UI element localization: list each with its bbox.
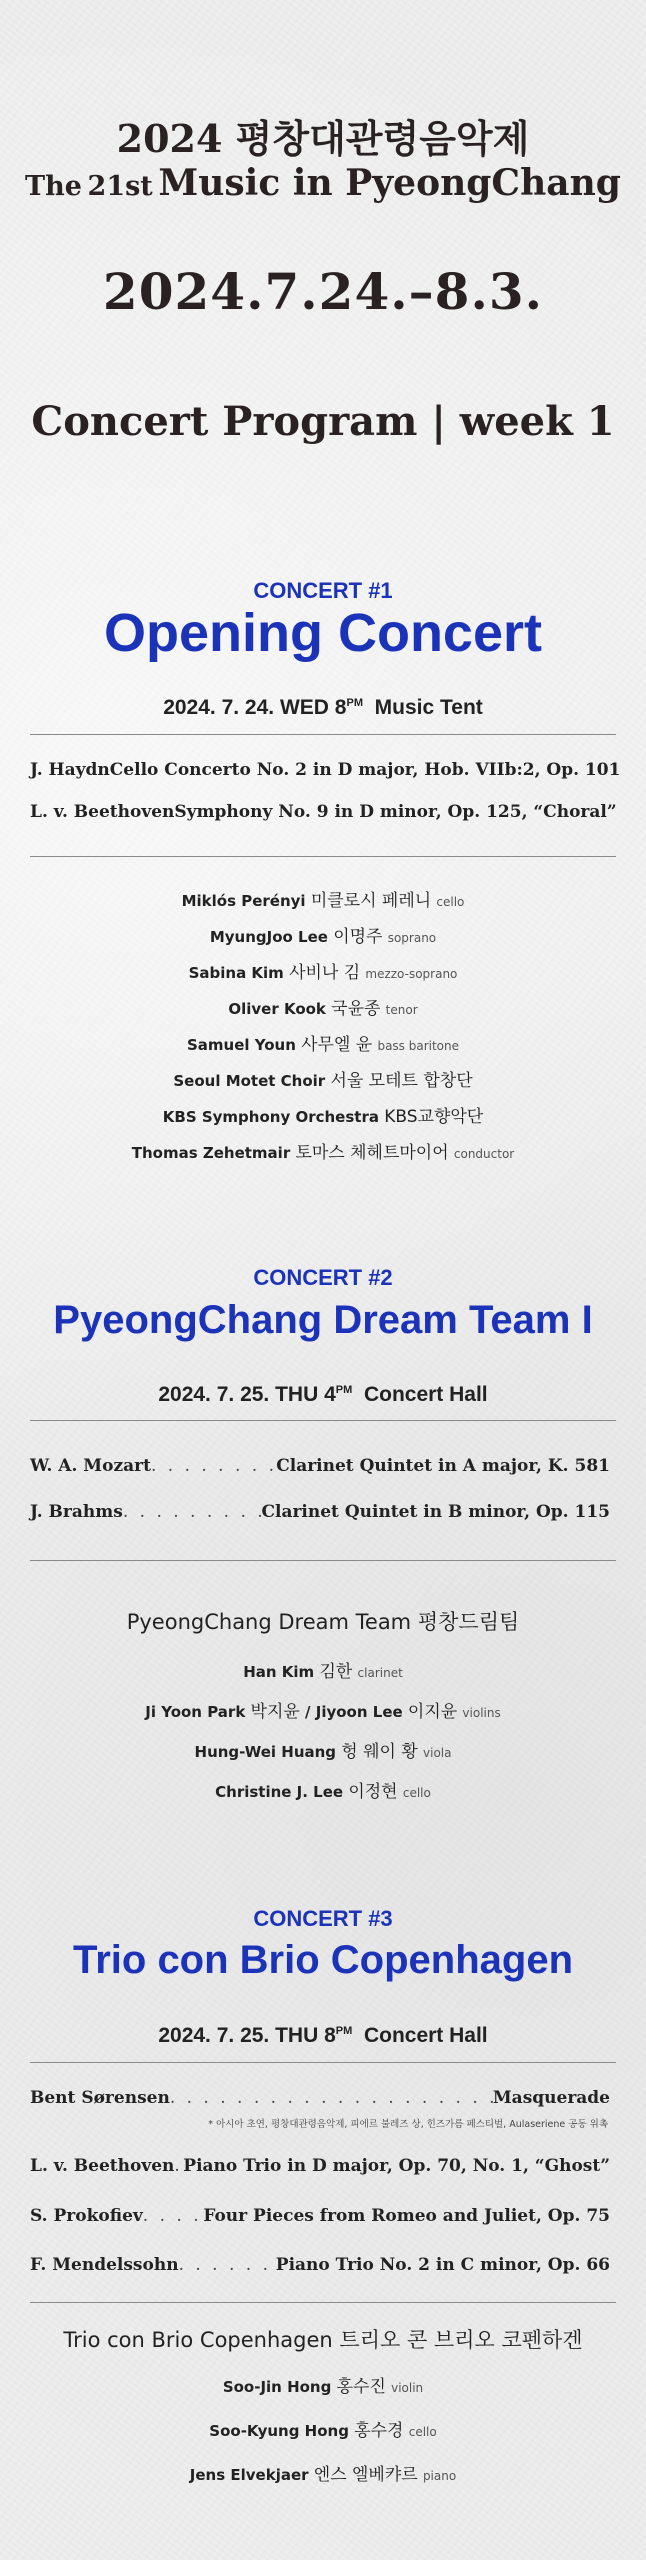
performer: Jens Elvekjaer 엔스 엘베캬르 piano	[189, 2465, 457, 2485]
divider	[30, 856, 616, 857]
performer: Miklós Perényi 미클로시 페레니 cello	[181, 891, 465, 911]
ensemble-name: Trio con Brio Copenhagen 트리오 콘 브리오 코펜하겐	[63, 2328, 583, 2352]
program-work: J. Brahms . . . Clarinet Quintet in B minor, Op. 115	[30, 1502, 610, 1522]
subtitle-name: Music in PyeongChang	[158, 162, 621, 204]
festival-title: 2024 평창대관령음악제	[116, 116, 530, 161]
program-work: Bent Sørensen . . . Masquerade	[30, 2088, 610, 2108]
performer: MyungJoo Lee 이명주 soprano	[209, 927, 437, 947]
program-work: L. v. Beethoven Symphony No. 9 in D minor, Op. 125, “Choral”	[30, 802, 617, 822]
concert-name: Trio con Brio Copenhagen	[72, 1938, 574, 1982]
festival-dates: 2024.7.24.–8.3.	[102, 262, 544, 321]
performer: Samuel Youn 사무엘 윤 bass baritone	[186, 1035, 460, 1055]
performer: Ji Yoon Park 박지윤 / Jiyoon Lee 이지윤 violins	[145, 1702, 501, 1722]
divider	[30, 2302, 616, 2303]
program-work: W. A. Mozart . . . Clarinet Quintet in A major, K. 581	[30, 1456, 610, 1476]
performer: Oliver Kook 국윤종 tenor	[228, 999, 418, 1019]
concert-number: CONCERT #1	[253, 578, 393, 603]
concert-date-venue: 2024. 7. 24. WED $8^{PM}$ Music Tent	[163, 696, 483, 719]
concert-name: Opening Concert	[103, 603, 542, 663]
divider	[30, 2062, 616, 2063]
divider	[30, 734, 616, 735]
performer: Sabina Kim 사비나 김 mezzo-soprano	[188, 963, 458, 983]
concert-name: PyeongChang Dream Team I	[53, 1298, 593, 1342]
performer: Soo-Kyung Hong 홍수경 cello	[209, 2421, 437, 2441]
performer: KBS Symphony Orchestra KBS교향악단	[162, 1107, 484, 1127]
commission-note: * 아시아 초연, 평창대관령음악제, 피에르 불레즈 상, 힌즈가름 페스티벌, Aulaseriene 공동 위촉	[208, 2119, 608, 2130]
concert-number: CONCERT #2	[253, 1265, 393, 1290]
performer: Thomas Zehetmair 토마스 체헤트마이어 conductor	[131, 1143, 515, 1163]
subtitle-ordinal: 21st	[87, 171, 153, 202]
divider	[30, 1420, 616, 1421]
festival-subtitle	[0, 162, 646, 204]
subtitle-the: The	[25, 171, 82, 202]
concert-date-venue: 2024. 7. 25. THU $4^{PM}$ Concert Hall	[158, 1383, 488, 1406]
program-work: S. Prokofiev . . . Four Pieces from Romeo and Juliet, Op. 75	[30, 2206, 610, 2226]
concert-date-venue: 2024. 7. 25. THU $8^{PM}$ Concert Hall	[158, 2024, 488, 2047]
performer: Hung-Wei Huang 헝 웨이 황 viola	[194, 1742, 452, 1762]
program-work: L. v. Beethoven . . . Piano Trio in D major, Op. 70, No. 1, “Ghost”	[30, 2156, 610, 2176]
divider	[30, 1560, 616, 1561]
program-work: J. Haydn Cello Concerto No. 2 in D major, Hob. VIIb:2, Op. 101	[30, 760, 621, 780]
program-title: Concert Program | week 1	[31, 398, 615, 445]
program-work: F. Mendelssohn . . . Piano Trio No. 2 in C minor, Op. 66	[30, 2255, 610, 2275]
ensemble-name: PyeongChang Dream Team 평창드림팀	[126, 1610, 520, 1634]
performer: Han Kim 김한 clarinet	[243, 1662, 403, 1682]
performer: Soo-Jin Hong 홍수진 violin	[222, 2377, 424, 2397]
concert-number: CONCERT #3	[253, 1906, 393, 1931]
performer: Christine J. Lee 이정현 cello	[215, 1782, 431, 1802]
performer: Seoul Motet Choir 서울 모테트 합창단	[173, 1071, 473, 1091]
